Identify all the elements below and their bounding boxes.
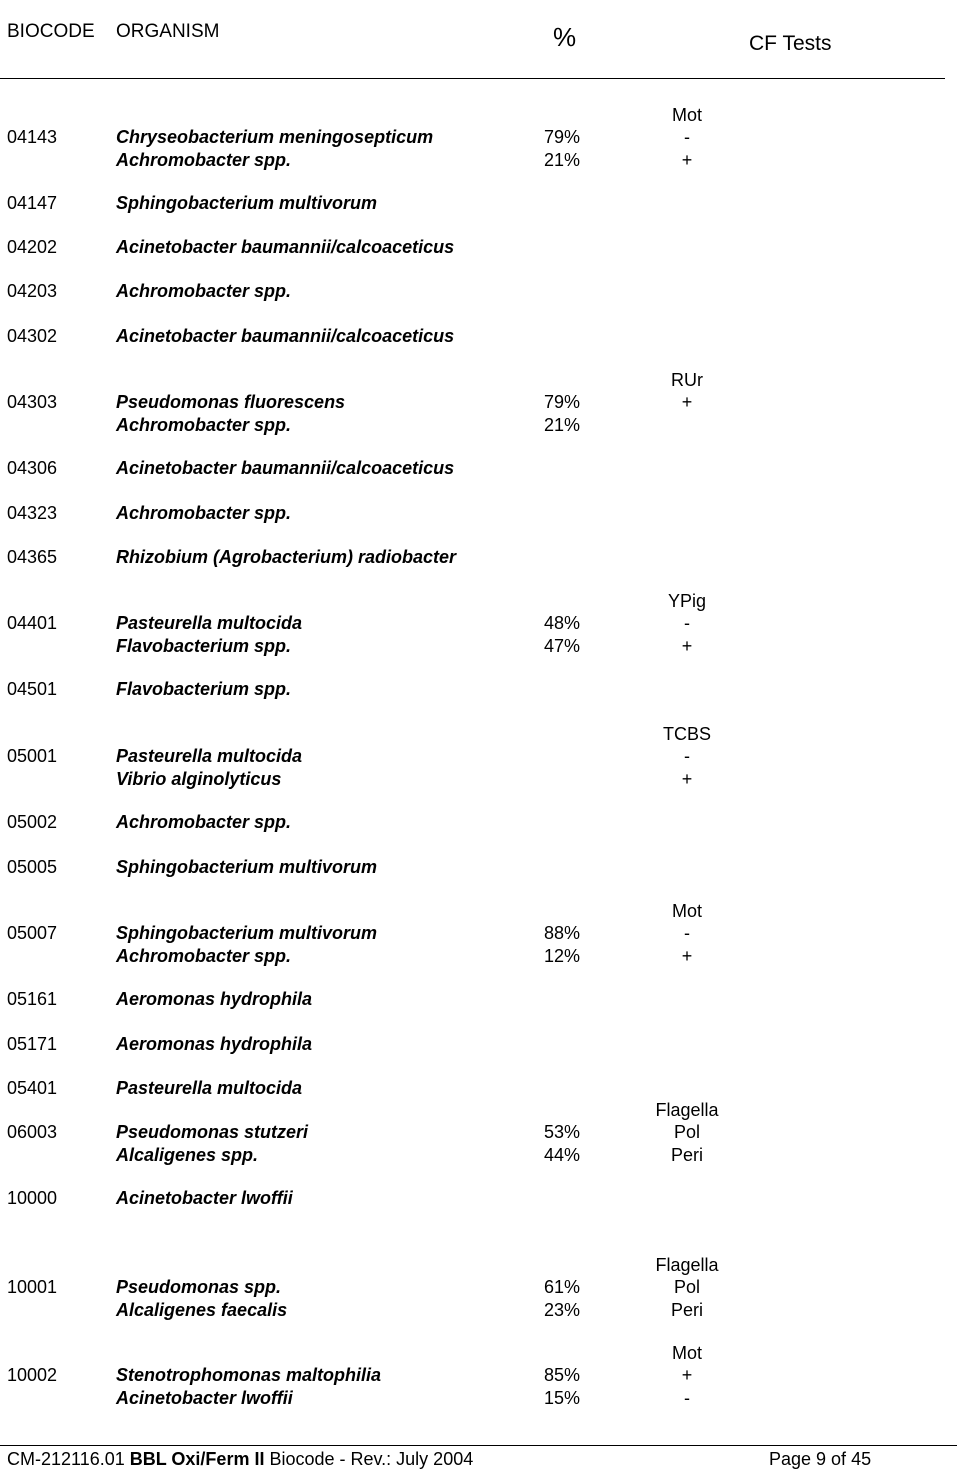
biocode-value: 04302 <box>7 326 58 346</box>
cf-test-result: + <box>681 635 693 656</box>
biocode-value: 05161 <box>7 989 58 1009</box>
biocode-value: 04202 <box>7 237 58 257</box>
biocode-value: 05002 <box>7 812 58 832</box>
cf-test-result: + <box>681 149 693 170</box>
organism-name: Pseudomonas fluorescens <box>116 392 346 412</box>
cf-test-result: Pol <box>673 1122 700 1142</box>
cf-test-result: + <box>681 1365 693 1385</box>
footer-document-id <box>7 1449 473 1470</box>
organism-percent: 61% <box>544 1277 581 1297</box>
organism-name: Pasteurella multocida <box>116 746 303 766</box>
footer-doc-title: BBL Oxi/Ferm II <box>129 1449 265 1469</box>
organism-percent: 79% <box>544 127 581 147</box>
footer-page-number: Page 9 of 45 <box>769 1449 872 1469</box>
organism-name: Flavobacterium spp. <box>116 679 292 699</box>
organism-percent: 21% <box>544 149 581 170</box>
biocode-value: 04203 <box>7 281 58 301</box>
organism-percent: 88% <box>544 923 581 943</box>
cf-test-name: RUr <box>671 369 703 390</box>
biocode-value: 05001 <box>7 746 58 766</box>
organism-name: Acinetobacter baumannii/calcoaceticus <box>116 237 455 257</box>
biocode-value: 04147 <box>7 193 58 213</box>
organism-percent: 15% <box>544 1387 581 1408</box>
organism-name: Flavobacterium spp. <box>116 635 292 656</box>
biocode-value: 05171 <box>7 1034 58 1054</box>
organism-name: Achromobacter spp. <box>116 414 292 435</box>
organism-name: Alcaligenes faecalis <box>116 1299 288 1320</box>
footer-doc-revision: Biocode - Rev.: July 2004 <box>264 1449 474 1469</box>
column-header-organism: ORGANISM <box>116 21 220 42</box>
organism-name: Stenotrophomonas maltophilia <box>116 1365 382 1385</box>
organism-name: Pseudomonas spp. <box>116 1277 282 1297</box>
organism-name: Pseudomonas stutzeri <box>116 1122 309 1142</box>
organism-percent: 47% <box>544 635 581 656</box>
biocode-value: 05005 <box>7 857 58 877</box>
organism-name: Achromobacter spp. <box>116 281 292 301</box>
organism-name: Achromobacter spp. <box>116 945 292 966</box>
cf-test-result: + <box>681 768 693 789</box>
biocode-value: 06003 <box>7 1122 58 1142</box>
cf-test-result: Peri <box>670 1144 703 1165</box>
biocode-value: 04323 <box>7 503 58 523</box>
organism-percent: 85% <box>544 1365 581 1385</box>
organism-percent: 21% <box>544 414 581 435</box>
organism-name: Acinetobacter lwoffii <box>116 1387 293 1408</box>
cf-test-result: + <box>681 945 693 966</box>
organism-name: Sphingobacterium multivorum <box>116 923 378 943</box>
cf-test-result: - <box>684 613 690 633</box>
column-header-percent: % <box>553 22 577 52</box>
biocode-value: 10000 <box>7 1188 58 1208</box>
organism-name: Aeromonas hydrophila <box>116 989 313 1009</box>
organism-name: Achromobacter spp. <box>116 149 292 170</box>
column-header-cf-tests: CF Tests <box>749 32 832 55</box>
organism-name: Sphingobacterium multivorum <box>116 193 378 213</box>
cf-test-result: - <box>684 1387 690 1408</box>
organism-percent: 53% <box>544 1122 581 1142</box>
organism-name: Aeromonas hydrophila <box>116 1034 313 1054</box>
organism-name: Acinetobacter baumannii/calcoaceticus <box>116 458 455 478</box>
organism-name: Sphingobacterium multivorum <box>116 857 378 877</box>
organism-name: Achromobacter spp. <box>116 812 292 832</box>
organism-name: Pasteurella multocida <box>116 613 303 633</box>
biocode-value: 10002 <box>7 1365 58 1385</box>
cf-test-result: Pol <box>673 1277 700 1297</box>
cf-test-name: TCBS <box>662 723 711 744</box>
cf-test-name: Mot <box>671 104 702 125</box>
organism-name: Chryseobacterium meningosepticum <box>116 127 434 147</box>
column-header-biocode: BIOCODE <box>7 21 95 42</box>
cf-test-name: YPig <box>667 590 707 611</box>
organism-name: Pasteurella multocida <box>116 1078 303 1098</box>
biocode-value: 10001 <box>7 1277 58 1297</box>
footer-doc-code: CM-212116.01 <box>7 1449 130 1469</box>
cf-test-result: - <box>684 127 690 147</box>
organism-percent: 12% <box>544 945 581 966</box>
biocode-value: 04303 <box>7 392 58 412</box>
organism-name: Vibrio alginolyticus <box>116 768 282 789</box>
organism-name: Rhizobium (Agrobacterium) radiobacter <box>116 547 457 567</box>
organism-name: Acinetobacter baumannii/calcoaceticus <box>116 326 455 346</box>
organism-name: Acinetobacter lwoffii <box>116 1188 293 1208</box>
biocode-value: 04143 <box>7 127 58 147</box>
organism-percent: 44% <box>544 1144 581 1165</box>
cf-test-result: Peri <box>670 1299 703 1320</box>
biocode-value: 05401 <box>7 1078 58 1098</box>
biocode-value: 04365 <box>7 547 58 567</box>
cf-test-name: Flagella <box>655 1099 719 1120</box>
cf-test-result: - <box>684 923 690 943</box>
organism-percent: 48% <box>544 613 581 633</box>
organism-percent: 79% <box>544 392 581 412</box>
footer-divider <box>0 1445 957 1446</box>
organism-percent: 23% <box>544 1299 581 1320</box>
biocode-value: 05007 <box>7 923 58 943</box>
biocode-value: 04306 <box>7 458 58 478</box>
organism-name: Alcaligenes spp. <box>116 1144 259 1165</box>
cf-test-name: Mot <box>671 900 702 921</box>
biocode-value: 04501 <box>7 679 58 699</box>
cf-test-result: + <box>681 392 693 412</box>
cf-test-result: - <box>684 746 690 766</box>
cf-test-name: Mot <box>671 1342 702 1363</box>
biocode-value: 04401 <box>7 613 58 633</box>
cf-test-name: Flagella <box>655 1254 719 1275</box>
organism-name: Achromobacter spp. <box>116 503 292 523</box>
